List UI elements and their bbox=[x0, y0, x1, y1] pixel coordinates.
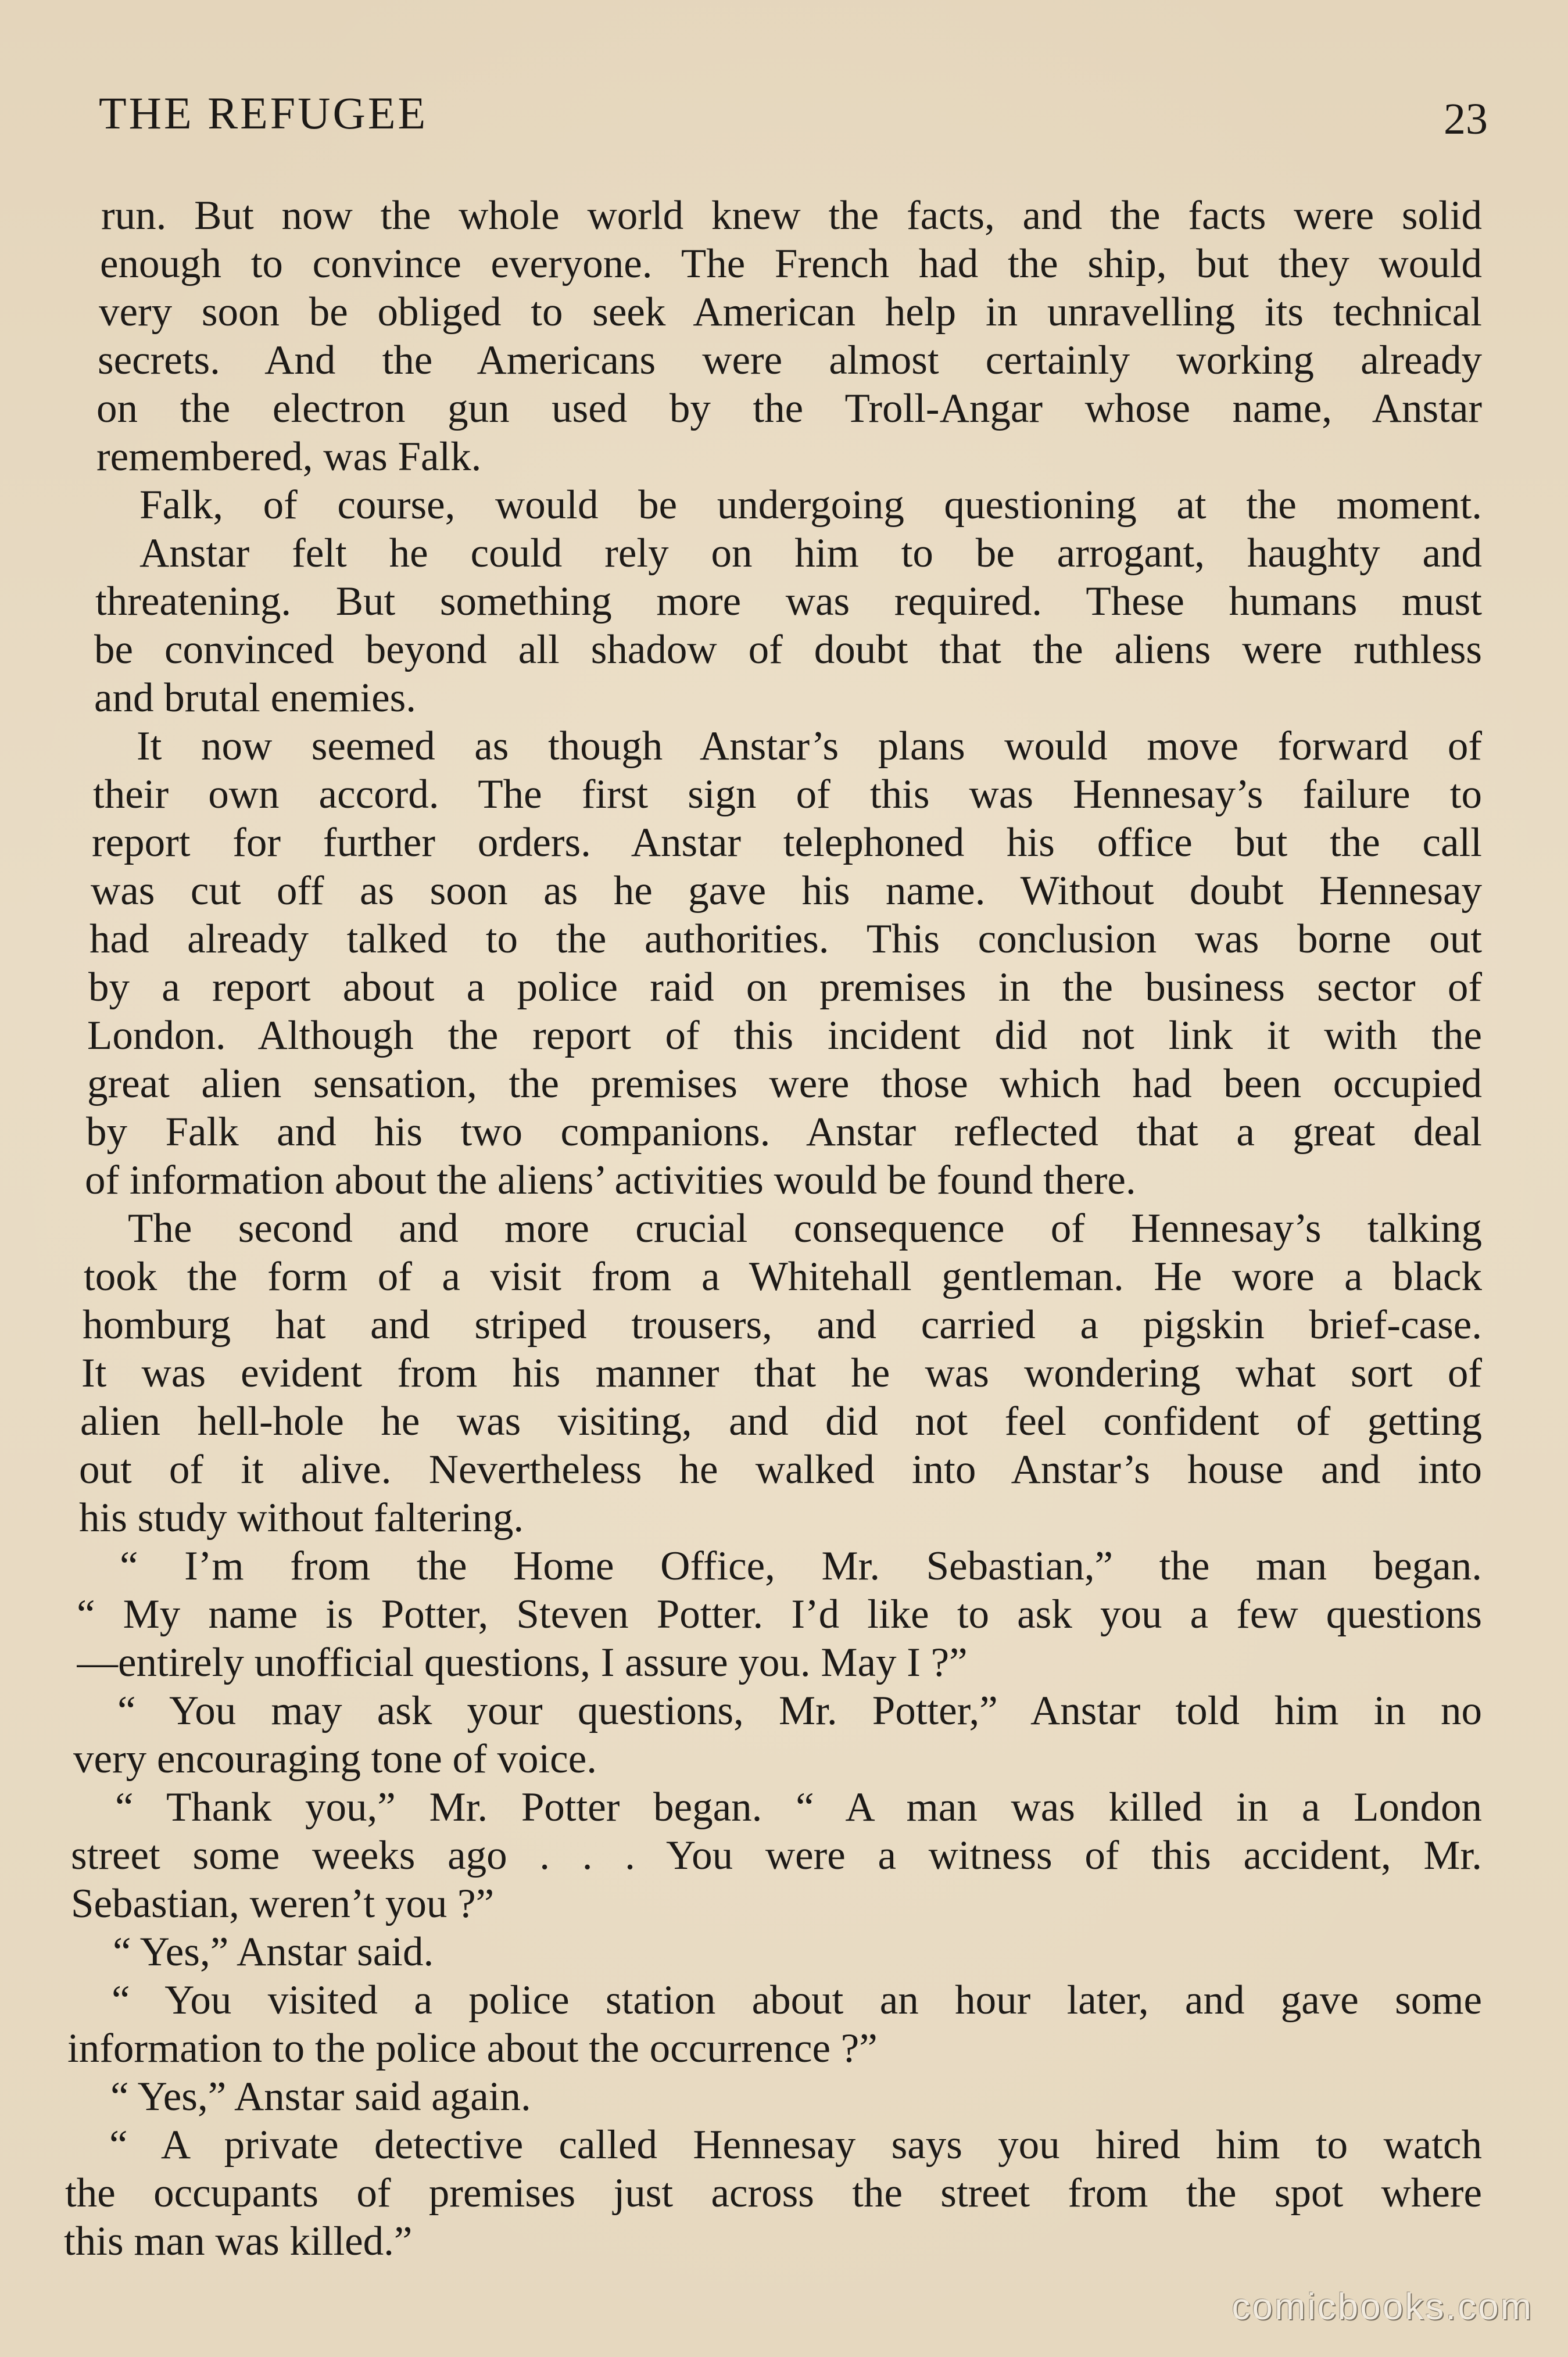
text-line: Falk, of course, would be undergoing questioning at the moment. bbox=[139, 482, 1482, 528]
text-line: “ I’m from the Home Office, Mr. Sebastian,” the man began. bbox=[120, 1543, 1482, 1589]
text-line: was cut off as soon as he gave his name. Without doubt Hennesay bbox=[91, 868, 1482, 914]
text-line: the occupants of premises just across the street from the spot where bbox=[65, 2170, 1482, 2216]
text-line: London. Although the report of this incident did not link it with the bbox=[87, 1013, 1482, 1058]
text-line: run. But now the whole world knew the facts, and the facts were solid bbox=[101, 193, 1482, 238]
text-line: be convinced beyond all shadow of doubt that the aliens were ruthless bbox=[94, 627, 1482, 672]
text-line: It now seemed as though Anstar’s plans would move forward of bbox=[137, 723, 1482, 769]
watermark: comicbooks.com bbox=[1232, 2286, 1533, 2327]
text-line: “ A private detective called Hennesay says you hired him to watch bbox=[109, 2122, 1482, 2168]
text-line: “ You may ask your questions, Mr. Potter,” Anstar told him in no bbox=[117, 1688, 1482, 1733]
text-line: “ My name is Potter, Steven Potter. I’d like to ask you a few questions bbox=[77, 1592, 1482, 1637]
text-line: their own accord. The first sign of this was Hennesay’s failure to bbox=[93, 772, 1482, 817]
text-line: this man was killed.” bbox=[64, 2219, 413, 2264]
text-line: his study without faltering. bbox=[79, 1495, 524, 1541]
text-line: “ Yes,” Anstar said. bbox=[113, 1929, 434, 1975]
text-line: on the electron gun used by the Troll-Angar whose name, Anstar bbox=[96, 386, 1482, 431]
text-line: very encouraging tone of voice. bbox=[73, 1736, 597, 1782]
page-header bbox=[99, 87, 1488, 151]
text-line: great alien sensation, the premises were those which had been occupied bbox=[87, 1061, 1482, 1106]
text-line: “ You visited a police station about an hour later, and gave some bbox=[112, 1978, 1482, 2023]
text-line: homburg hat and striped trousers, and carried a pigskin brief-case. bbox=[83, 1302, 1482, 1348]
text-line: alien hell-hole he was visiting, and did not feel confident of getting bbox=[80, 1399, 1482, 1444]
text-line: by a report about a police raid on premises in the business sector of bbox=[88, 965, 1482, 1010]
text-line: enough to convince everyone. The French had the ship, but they would bbox=[100, 241, 1482, 286]
text-line: and brutal enemies. bbox=[94, 675, 416, 721]
text-line: “ Thank you,” Mr. Potter began. “ A man was killed in a London bbox=[115, 1785, 1482, 1830]
text-line: —entirely unofficial questions, I assure you. May I ?” bbox=[77, 1640, 968, 1685]
page-number: 23 bbox=[1444, 95, 1488, 144]
text-line: remembered, was Falk. bbox=[96, 434, 482, 479]
text-line: very soon be obliged to seek American help in unravelling its technical bbox=[99, 289, 1482, 335]
text-line: information to the police about the occurrence ?” bbox=[67, 2026, 878, 2071]
text-line: It was evident from his manner that he was wondering what sort of bbox=[81, 1351, 1482, 1396]
text-line: secrets. And the Americans were almost certainly working already bbox=[98, 338, 1482, 383]
text-line: The second and more crucial consequence of Hennesay’s talking bbox=[128, 1206, 1482, 1251]
running-title: THE REFUGEE bbox=[99, 88, 428, 138]
text-line: of information about the aliens’ activities would be found there. bbox=[85, 1158, 1136, 1203]
body-text bbox=[64, 192, 1482, 2266]
text-line: Sebastian, weren’t you ?” bbox=[71, 1881, 495, 1926]
text-line: report for further orders. Anstar telephoned his office but the call bbox=[92, 820, 1482, 865]
text-line: had already talked to the authorities. This conclusion was borne out bbox=[90, 916, 1482, 962]
text-line: out of it alive. Nevertheless he walked into Anstar’s house and into bbox=[79, 1447, 1482, 1492]
text-line: threatening. But something more was required. These humans must bbox=[95, 579, 1482, 624]
text-line: “ Yes,” Anstar said again. bbox=[110, 2074, 531, 2119]
text-line: by Falk and his two companions. Anstar reflected that a great deal bbox=[86, 1109, 1482, 1155]
text-line: Anstar felt he could rely on him to be arrogant, haughty and bbox=[139, 531, 1482, 576]
text-line: took the form of a visit from a Whitehall gentleman. He wore a black bbox=[84, 1254, 1482, 1299]
text-line: street some weeks ago . . . You were a witness of this accident, Mr. bbox=[71, 1833, 1482, 1878]
